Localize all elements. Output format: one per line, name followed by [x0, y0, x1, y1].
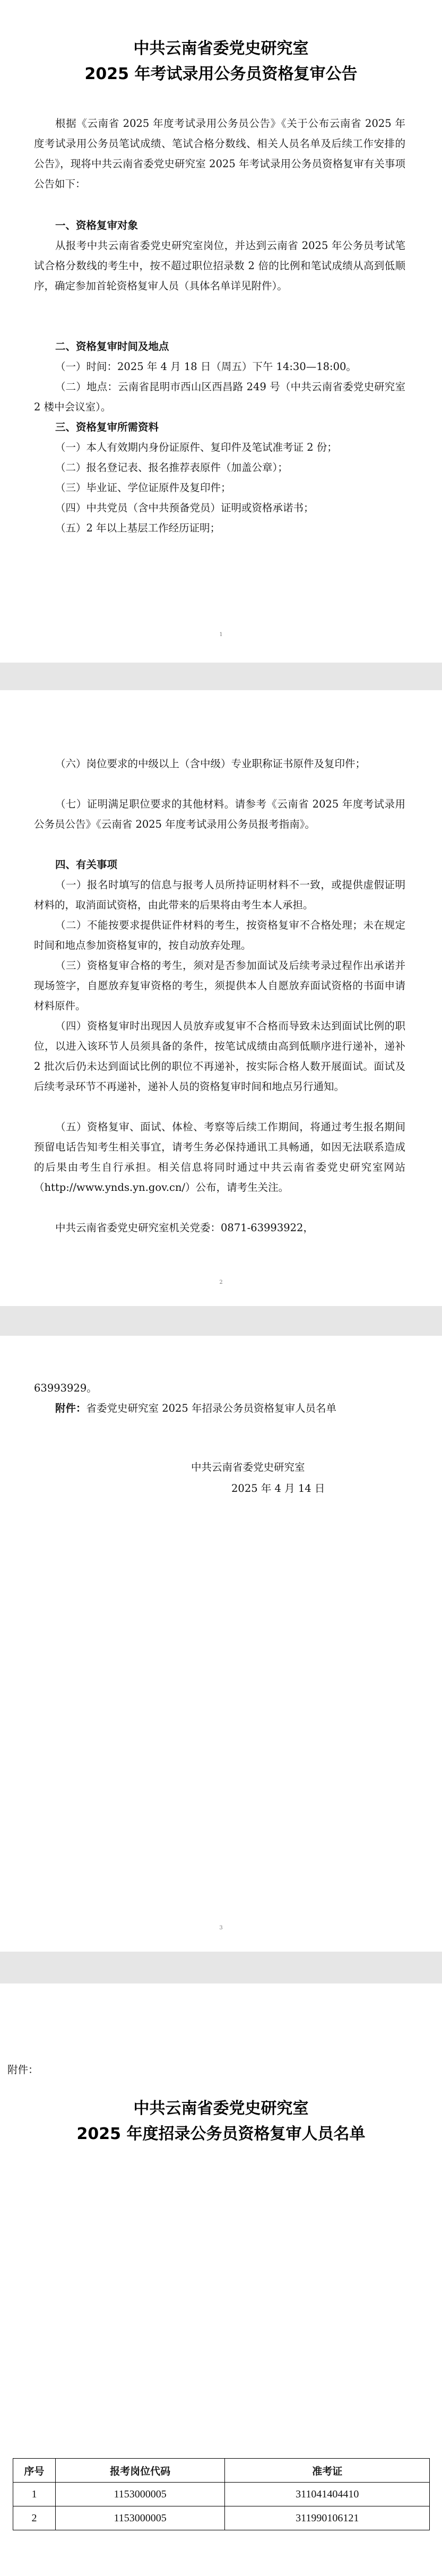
annex-title-line1: 中共云南省委党史研究室: [133, 2099, 309, 2118]
cell-position-code: 1153000005: [55, 2506, 225, 2530]
section-4-item-3: （三）资格复审合格的考生，须对是否参加面试及后续考录过程作出承诺并现场签字，自愿放弃复审资格的考生，须提供本人自愿放弃面试资格的书面申请材料原件。: [34, 959, 405, 1012]
section-4-item-2: （二）不能按要求提供证件材料的考生，按资格复审不合格处理；未在规定时间和地点参加资格复审的，按自动放弃处理。: [34, 919, 405, 951]
cell-admission-ticket: 311990106121: [225, 2506, 430, 2530]
attachment-line: [34, 1398, 405, 1419]
attachment-label: 附件：: [55, 1402, 86, 1414]
section-3-item-4: （四）中共党员（含中共预备党员）证明或资格承诺书；: [55, 502, 314, 514]
annex-label: 附件：: [7, 2064, 39, 2076]
document-page-2: [0, 690, 442, 1306]
intro-paragraph: 根据《云南省 2025 年度考试录用公务员公告》《关于公布云南省 2025 年度考试录用公务员笔试成绩、笔试合格分数线、相关人员名单及后续工作安排的公告》，现将中共云南省委党史研究室 2025 年考试录用公务员资格复审有关事项公告如下：: [34, 117, 405, 190]
section-2-place: （二）地点：云南省昆明市西山区西昌路 249 号（中共云南省委党史研究室 2 楼中会议室）。: [34, 381, 405, 413]
cell-index: 2: [13, 2506, 56, 2530]
contact-line-continued: 63993929。: [34, 1382, 97, 1394]
column-header-admission-ticket: 准考证: [225, 2459, 430, 2483]
annex-title-line2: 2025 年度招录公务员资格复审人员名单: [76, 2125, 366, 2143]
candidate-table: [13, 2458, 430, 2530]
cell-admission-ticket: 311041404410: [225, 2483, 430, 2506]
cell-index: 1: [13, 2483, 56, 2506]
cell-position-code: 1153000005: [55, 2483, 225, 2506]
section-4-item-1: （一）报名时填写的信息与报考人员所持证明材料不一致，或提供虚假证明材料的，取消面试资格，由此带来的后果将由考生本人承担。: [34, 879, 405, 911]
section-2-heading: 二、资格复审时间及地点: [55, 340, 169, 353]
section-4-heading: 四、有关事项: [55, 858, 118, 871]
document-page-1: [0, 0, 442, 663]
section-2-time: （一）时间：2025 年 4 月 18 日（周五）下午 14:30—18:00。: [55, 360, 357, 373]
contact-line: 中共云南省委党史研究室机关党委：0871-63993922，: [55, 1222, 314, 1234]
page-number: 3: [219, 1925, 223, 1931]
section-3-item-3: （三）毕业证、学位证原件及复印件；: [55, 482, 231, 494]
section-3-item-5: （五）2 年以上基层工作经历证明；: [55, 522, 221, 534]
page-number: 2: [219, 1280, 223, 1285]
notice-title-line1: 中共云南省委党史研究室: [133, 39, 309, 58]
section-3-item-7: （七）证明满足职位要求的其他材料。请参考《云南省 2025 年度考试录用公务员公告》《云南省 2025 年度考试录用公务员报考指南》。: [34, 798, 405, 830]
section-1-text: 从报考中共云南省委党史研究室岗位，并达到云南省 2025 年公务员考试笔试合格分数线的考生中，按不超过职位招录数 2 倍的比例和笔试成绩从高到低顺序，确定参加首轮资格复审人员（具体名单详见附件）。: [34, 239, 405, 292]
page-number: 1: [219, 632, 223, 638]
section-3-heading: 三、资格复审所需资料: [55, 421, 159, 433]
column-header-position-code: 报考岗位代码: [55, 2459, 225, 2483]
table-header-row: [13, 2459, 430, 2483]
section-4-item-5: （五）资格复审、面试、体检、考察等后续工作期间，将通过考生报名期间预留电话告知考生相关事宜，请考生务必保持通讯工具畅通，如因无法联系造成的后果由考生自行承担。相关信息将同时通过中共云南省委党史研究室网站（http://www.ynds.yn.gov.cn/）公布，请考生关注。: [34, 1121, 405, 1193]
notice-title-line2: 2025 年考试录用公务员资格复审公告: [84, 65, 358, 83]
table-row: [13, 2483, 430, 2506]
section-1-heading: 一、资格复审对象: [55, 219, 138, 231]
section-3-item-1: （一）本人有效期内身份证原件、复印件及笔试准考证 2 份；: [55, 441, 337, 453]
document-page-3: [0, 1336, 442, 1952]
column-header-index: 序号: [13, 2459, 56, 2483]
section-3-item-2: （二）报名登记表、报名推荐表原件（加盖公章）；: [55, 461, 288, 474]
signature-organization: 中共云南省委党史研究室: [191, 1461, 305, 1473]
attachment-text: 省委党史研究室 2025 年招录公务员资格复审人员名单: [86, 1402, 337, 1414]
table-row: [13, 2506, 430, 2530]
section-3-item-6: （六）岗位要求的中级以上（含中级）专业职称证书原件及复印件；: [55, 758, 366, 770]
section-4-item-4: （四）资格复审时出现因人员放弃或复审不合格而导致未达到面试比例的职位，以进入该环节人员须具备的条件，按笔试成绩由高到低顺序进行递补，递补 2 批次后仍未达到面试比例的职位不再递补，按实际合格人数开展面试。面试及后续考录环节不再递补，递补人员的资格复审时间和地点另行通知。: [34, 1020, 405, 1093]
signature-date: 2025 年 4 月 14 日: [231, 1482, 325, 1495]
